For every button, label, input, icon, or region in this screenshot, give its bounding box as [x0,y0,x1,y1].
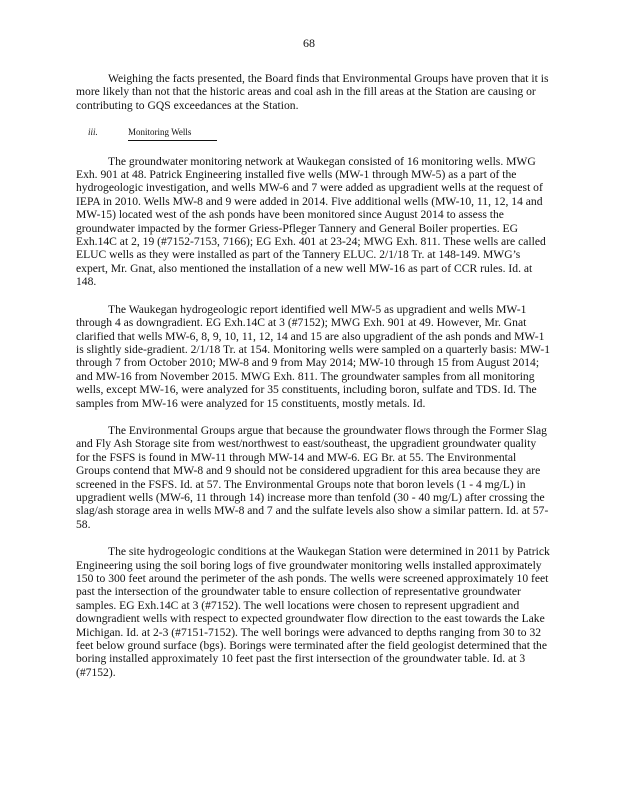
section-number: iii. [88,127,98,138]
section-title: Monitoring Wells [128,126,217,140]
paragraph-environmental-groups: The Environmental Groups argue that because the groundwater flows through the Former Slag and Fly Ash Storage site from west/northwest to east/southeast, the upgradient groundwater quality for the FSFS is found in MW-11 through MW-14 and MW-6. EG Br. at 55. The Environmental Groups contend that MW-8 and 9 should not be considered upgradient for this area because they are screened in the FSFS. Id. at 57. The Environmental Groups note that boron levels (1 - 4 mg/L) in upgradient wells (MW-6, 11 through 14) increase more than tenfold (30 - 40 mg/L) after crossing the slag/ash storage area in wells MW-8 and 7 and the sulfate levels also show a similar pattern. Id. at 57-58. [76,423,549,531]
document-body [76,72,552,693]
paragraph-network: The groundwater monitoring network at Waukegan consisted of 16 monitoring wells. MWG Exh. 901 at 48. Patrick Engineering installed five wells (MW-1 through MW-5) as a part of the hydrogeologic investigation, and wells MW-6 and 7 were added as upgradient wells at the request of IEPA in 2010. Wells MW-8 and 9 were added in 2014. Five additional wells (MW-10, 11, 12, 14 and MW-15) located west of the ash ponds have been monitored since August 2014 to assess the groundwater impacted by the former Griess-Pfleger Tannery and General Boiler properties. EG Exh.14C at 2, 19 (#7152-7153, 7166); EG Exh. 401 at 23-24; MWG Exh. 811. These wells are called ELUC wells as they were installed as part of the Tannery ELUC. 2/1/18 Tr. at 148-149. MWG’s expert, Mr. Gnat, also mentioned the installation of a new well MW-16 as part of CCR rules. Id. at 148. [76,154,546,289]
paragraph-conclusion: Weighing the facts presented, the Board finds that Environmental Groups have proven that it is more likely than not that the historic areas and coal ash in the fill areas at the Station are causing or contributing to GQS exceedances at the Station. [76,72,549,112]
page-number: 68 [303,36,315,50]
paragraph-hydrogeologic-report: The Waukegan hydrogeologic report identified well MW-5 as upgradient and wells MW-1 through 4 as downgradient. EG Exh.14C at 3 (#7152); MWG Exh. 901 at 49. However, Mr. Gnat clarified that wells MW-6, 8, 9, 10, 11, 12, 14 and 15 are also upgradient of the ash ponds and MW-1 is slightly side-gradient. 2/1/18 Tr. at 154. Monitoring wells were sampled on a quarterly basis: MW-1 through 7 from October 2010; MW-8 and 9 from May 2014; MW-10 through 15 from August 2014; and MW-16 from November 2015. MWG Exh. 811. The groundwater samples from all monitoring wells, except MW-16, were analyzed for 35 constituents, including boron, sulfate and TDS. Id. The samples from MW-16 were analyzed for 15 constituents, mostly metals. Id. [76,302,551,410]
paragraph-site-conditions: The site hydrogeologic conditions at the Waukegan Station were determined in 2011 by Patrick Engineering using the soil boring logs of five groundwater monitoring wells installed approximately 150 to 300 feet around the perimeter of the ash ponds. The wells were screened approximately 10 feet past the intersection of the groundwater table to ensure collection of representative groundwater samples. EG Exh.14C at 3 (#7152). The well locations were chosen to represent upgradient and downgradient wells with respect to expected groundwater flow direction to the east towards the Lake Michigan. Id. at 2-3 (#7151-7152). The well borings were advanced to depths ranging from 30 to 32 feet below ground surface (bgs). Borings were terminated after the field geologist determined that the boring installed approximately 10 feet past the first intersection of the groundwater table. Id. at 3 (#7152). [76,545,550,679]
section-heading [76,126,552,140]
